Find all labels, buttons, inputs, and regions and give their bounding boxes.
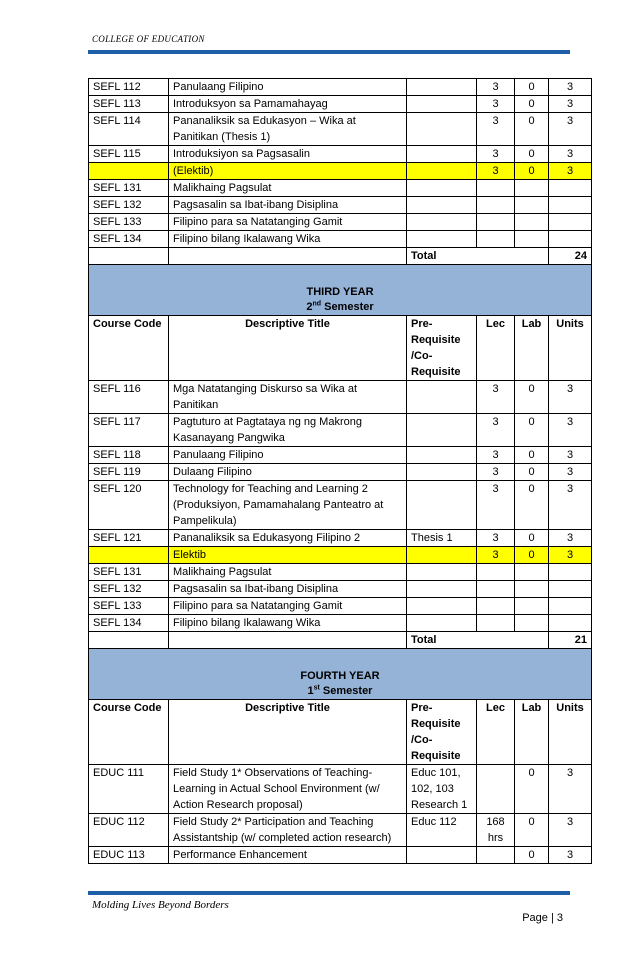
page-number: Page | 3 xyxy=(522,912,563,924)
year-header-third xyxy=(89,265,592,316)
total-row xyxy=(89,248,592,265)
table-row: SEFL 114 Pananaliksik sa Edukasyon – Wika at Panitikan (Thesis 1) 3 0 3 xyxy=(89,113,592,146)
total-value: 24 xyxy=(549,248,592,265)
column-header-row xyxy=(89,700,592,765)
table-row: EDUC 112 Field Study 2* Participation and Teaching Assistantship (w/ completed action research) Educ 112 168 hrs 0 3 xyxy=(89,814,592,847)
table-row: SEFL 115 Introduksiyon sa Pagsasalin 3 0 3 xyxy=(89,146,592,163)
table-row: SEFL 120 Technology for Teaching and Learning 2 (Produksiyon, Pamamahalang Panteatro at Pampelikula) 3 0 3 xyxy=(89,481,592,530)
table-row: SEFL 112 Panulaang Filipino 3 0 3 xyxy=(89,79,592,96)
table-row: SEFL 119 Dulaang Filipino 3 0 3 xyxy=(89,464,592,481)
header-rule xyxy=(88,50,570,54)
col-course-code: Course Code xyxy=(89,700,169,765)
year-title: THIRD YEAR xyxy=(306,286,374,298)
footer-motto: Molding Lives Beyond Borders xyxy=(92,899,229,911)
table-row: SEFL 134 Filipino bilang Ikalawang Wika xyxy=(89,231,592,248)
col-units: Units xyxy=(549,316,592,381)
year-title: FOURTH YEAR xyxy=(300,670,380,682)
col-units: Units xyxy=(549,700,592,765)
col-course-code: Course Code xyxy=(89,316,169,381)
table-row: SEFL 118 Panulaang Filipino 3 0 3 xyxy=(89,447,592,464)
year-header-fourth xyxy=(89,649,592,700)
total-label: Total xyxy=(407,632,549,649)
table-row: SEFL 133 Filipino para sa Natatanging Gamit xyxy=(89,214,592,231)
table-row: SEFL 132 Pagsasalin sa Ibat-ibang Disiplina xyxy=(89,581,592,598)
col-lec: Lec xyxy=(477,700,515,765)
college-header: COLLEGE OF EDUCATION xyxy=(92,34,205,44)
table-row: SEFL 121 Pananaliksik sa Edukasyong Filipino 2 Thesis 1 3 0 3 xyxy=(89,530,592,547)
col-lab: Lab xyxy=(515,316,549,381)
table-row: SEFL 117 Pagtuturo at Pagtataya ng ng Makrong Kasanayang Pangwika 3 0 3 xyxy=(89,414,592,447)
col-descriptive-title: Descriptive Title xyxy=(169,316,407,381)
col-prerequisite: Pre-Requisite /Co-Requisite xyxy=(407,700,477,765)
semester-title: 2nd Semester xyxy=(306,300,374,313)
table-row: SEFL 116 Mga Natatanging Diskurso sa Wika at Panitikan 3 0 3 xyxy=(89,381,592,414)
col-lec: Lec xyxy=(477,316,515,381)
col-prerequisite: Pre-Requisite /Co-Requisite xyxy=(407,316,477,381)
table-row: SEFL 132 Pagsasalin sa Ibat-ibang Disiplina xyxy=(89,197,592,214)
column-header-row xyxy=(89,316,592,381)
table-row: SEFL 134 Filipino bilang Ikalawang Wika xyxy=(89,615,592,632)
footer-rule xyxy=(88,891,570,895)
table-row: EDUC 113 Performance Enhancement 0 3 xyxy=(89,847,592,864)
semester-title: 1st Semester xyxy=(307,684,373,697)
curriculum-table xyxy=(88,78,592,864)
table-row: SEFL 131 Malikhaing Pagsulat xyxy=(89,564,592,581)
total-label: Total xyxy=(407,248,549,265)
col-lab: Lab xyxy=(515,700,549,765)
table-row: EDUC 111 Field Study 1* Observations of Teaching-Learning in Actual School Environment (w/ Action Research proposal) Educ 101, 102, 103 Research 1 0 3 xyxy=(89,765,592,814)
elective-row: Elektib 3 0 3 xyxy=(89,547,592,564)
total-value: 21 xyxy=(549,632,592,649)
table-row: SEFL 113 Introduksyon sa Pamamahayag 3 0 3 xyxy=(89,96,592,113)
total-row xyxy=(89,632,592,649)
elective-row: (Elektib) 3 0 3 xyxy=(89,163,592,180)
table-row: SEFL 131 Malikhaing Pagsulat xyxy=(89,180,592,197)
table-row: SEFL 133 Filipino para sa Natatanging Gamit xyxy=(89,598,592,615)
col-descriptive-title: Descriptive Title xyxy=(169,700,407,765)
